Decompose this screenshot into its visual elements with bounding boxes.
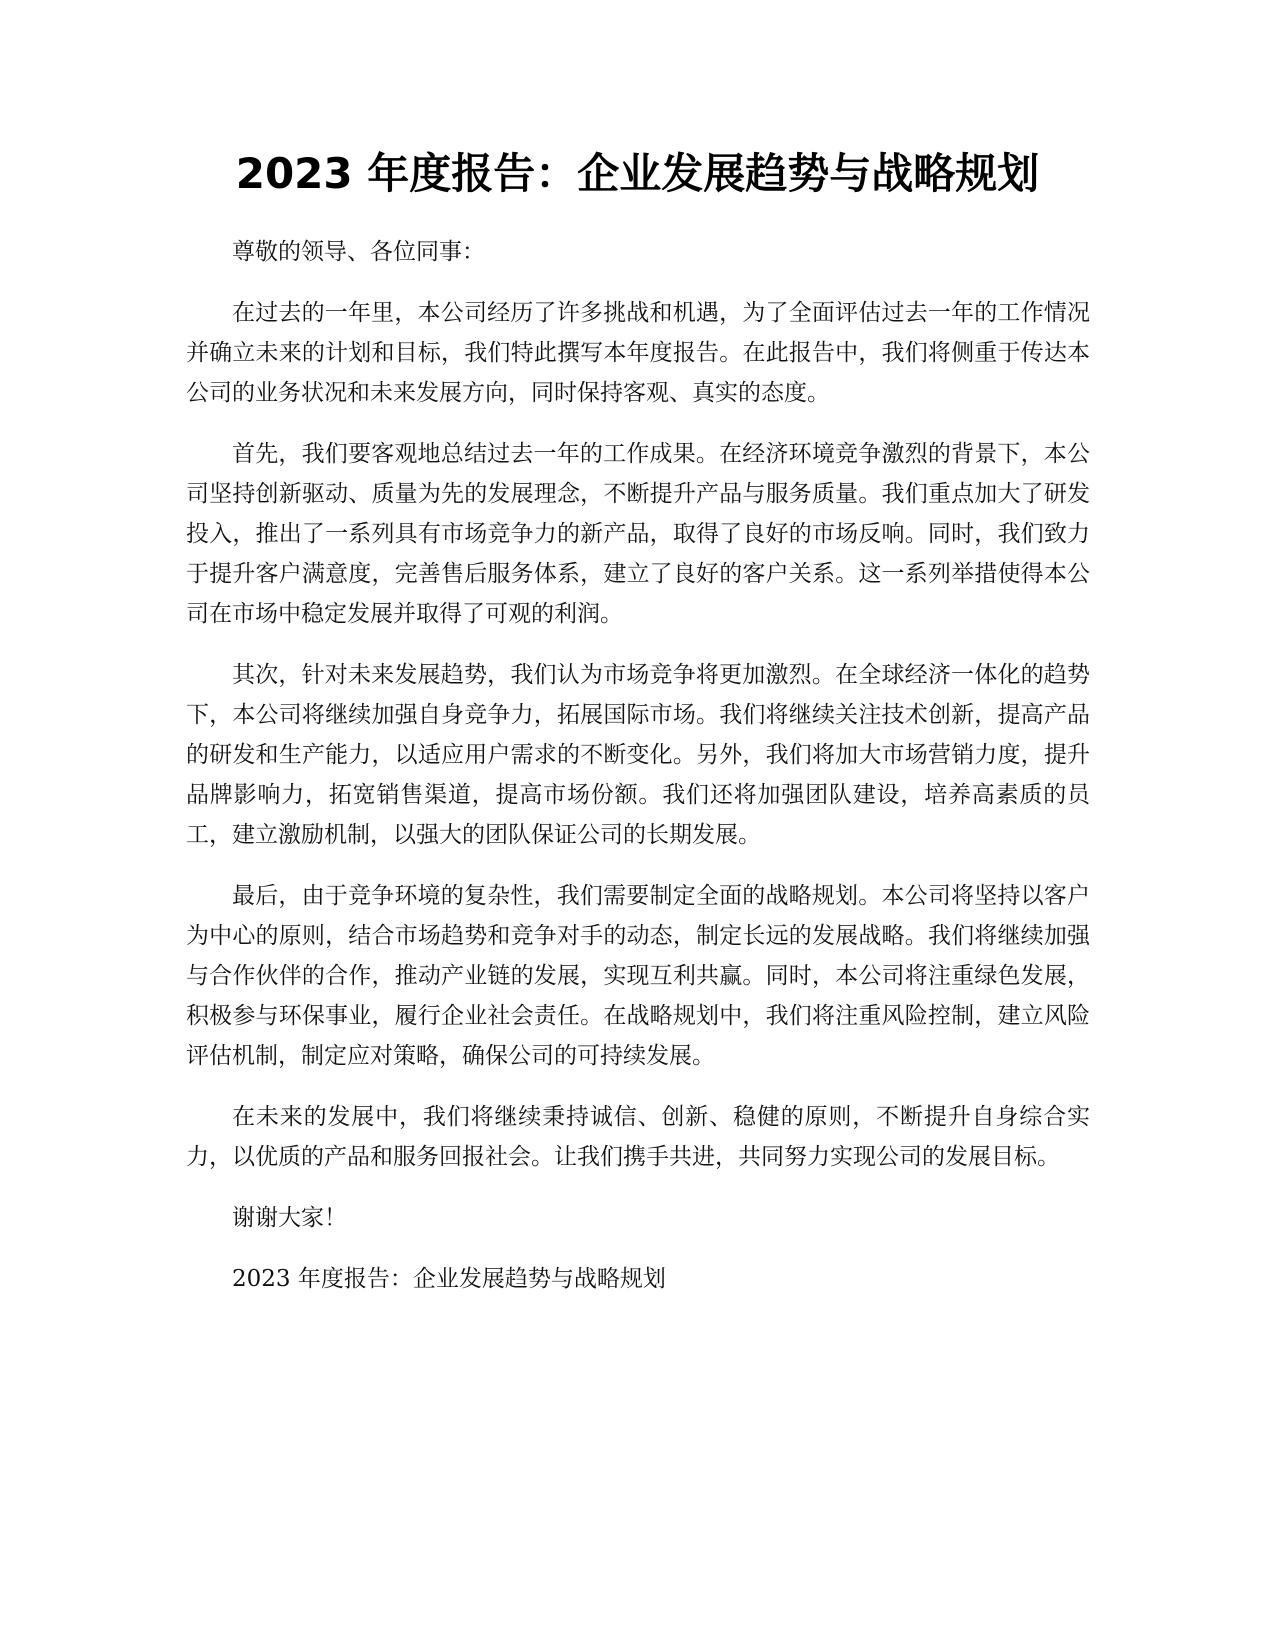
paragraph-thanks: 谢谢大家！ [232,1205,347,1231]
document-title: 2023 年度报告：企业发展趋势与战略规划 [235,149,1040,198]
paragraph-greeting: 尊敬的领导、各位同事： [232,239,485,265]
paragraph-closing-title: 2023 年度报告：企业发展趋势与战略规划 [232,1266,666,1292]
paragraph-outlook: 在未来的发展中，我们将继续秉持诚信、创新、稳健的原则，不断提升自身综合实力，以优质的产品和服务回报社会。让我们携手共进，共同努力实现公司的发展目标。 [186,1104,1090,1170]
paragraph-strategy: 最后，由于竞争环境的复杂性，我们需要制定全面的战略规划。本公司将坚持以客户为中心的原则，结合市场趋势和竞争对手的动态，制定长远的发展战略。我们将继续加强与合作伙伴的合作，推动产业链的发展，实现互利共赢。同时，本公司将注重绿色发展，积极参与环保事业，履行企业社会责任。在战略规划中，我们将注重风险控制，建立风险评估机制，制定应对策略，确保公司的可持续发展。 [186,883,1090,1069]
paragraph-trends: 其次，针对未来发展趋势，我们认为市场竞争将更加激烈。在全球经济一体化的趋势下，本公司将继续加强自身竞争力，拓展国际市场。我们将继续关注技术创新，提高产品的研发和生产能力，以适应用户需求的不断变化。另外，我们将加大市场营销力度，提升品牌影响力，拓宽销售渠道，提高市场份额。我们还将加强团队建设，培养高素质的员工，建立激励机制，以强大的团队保证公司的长期发展。 [186,662,1090,848]
paragraph-intro: 在过去的一年里，本公司经历了许多挑战和机遇，为了全面评估过去一年的工作情况并确立未来的计划和目标，我们特此撰写本年度报告。在此报告中，我们将侧重于传达本公司的业务状况和未来发展方向，同时保持客观、真实的态度。 [186,300,1090,406]
paragraph-achievements: 首先，我们要客观地总结过去一年的工作成果。在经济环境竞争激烈的背景下，本公司坚持创新驱动、质量为先的发展理念，不断提升产品与服务质量。我们重点加大了研发投入，推出了一系列具有市场竞争力的新产品，取得了良好的市场反响。同时，我们致力于提升客户满意度，完善售后服务体系，建立了良好的客户关系。这一系列举措使得本公司在市场中稳定发展并取得了可观的利润。 [186,441,1090,627]
document-body [186,232,1090,1320]
